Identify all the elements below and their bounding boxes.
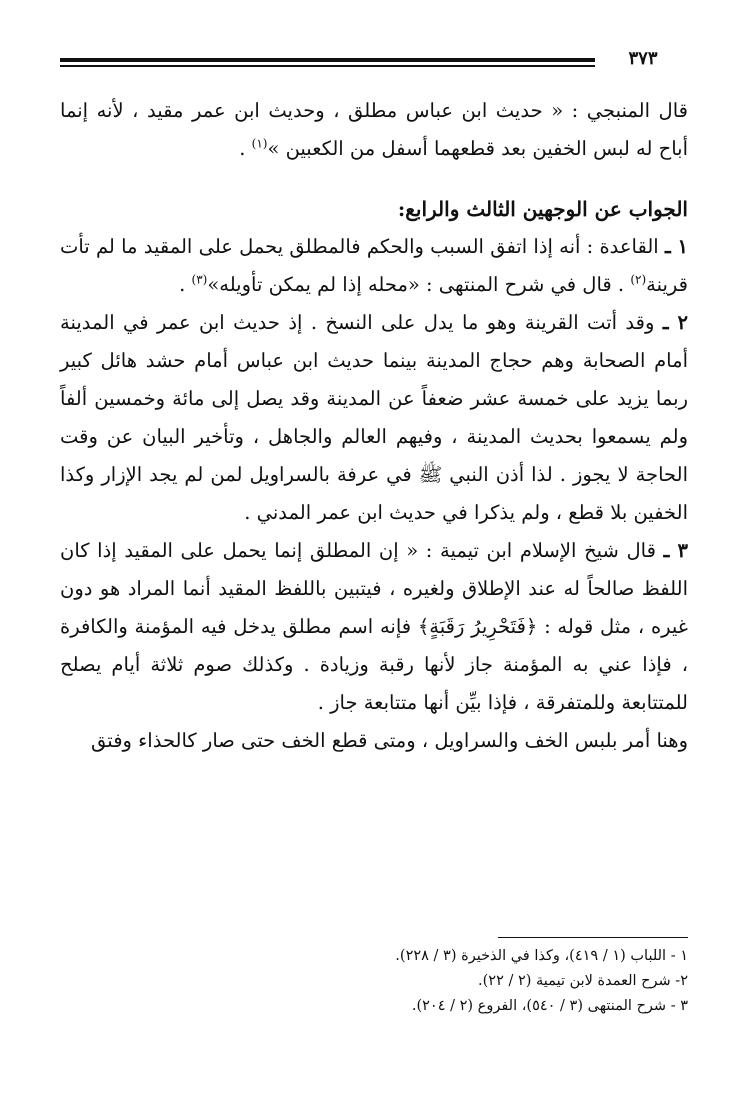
point-tail: . [179,273,192,296]
paragraph-tail: . [239,137,252,160]
point-number: ٣ ـ [663,539,688,562]
point-text: وقد أتت القرينة وهو ما يدل على النسخ . إذ حديث ابن عمر في المدينة أمام الصحابة وهم حجاج المدينة بينما حديث ابن عباس أمام حشد هائل كبير ربما يزيد على خمسة عشر ضعفاً عن المدينة وقد يصل إلى مائة وخمسين ألفاً ولم يسمعوا بحديث المدينة ، وفيهم العالم والجاهل ، وتأخير البيان عن وقت الحاجة لا يجوز . لذا أذن النبي ﷺ في عرفة بالسراويل لمن لم يجد الإزار وكذا الخفين بلا قطع ، ولم يذكرا في حديث ابن عمر المدني . [60,311,688,524]
point-text-continued: . قال في شرح المنتهى : «محله إذا لم يمكن تأويله» [207,273,631,296]
point-text: القاعدة : أنه إذا اتفق السبب والحكم فالمطلق يحمل على المقيد ما لم تأت قرينة [60,235,688,296]
point-2 [60,304,688,532]
page-number: ٣٧٣ [628,48,658,69]
point-3 [60,532,688,722]
paragraph-menbeji [60,92,688,168]
paragraph-text: قال المنبجي : « حديث ابن عباس مطلق ، وحديث ابن عمر مقيد ، لأنه إنما أباح له لبس الخفين بعد قطعهما أسفل من الكعبين » [60,99,688,160]
footnote-3: ٣ - شرح المنتهى (٣ / ٥٤٠)، الفروع (٢ / ٢٠٤). [411,998,688,1014]
closing-paragraph: وهنا أمر بلبس الخف والسراويل ، ومتى قطع الخف حتى صار كالحذاء وفتق [91,729,688,752]
page-header [60,48,688,72]
footnote-marker: (٢) [630,272,647,287]
footnote-marker: (١) [251,136,268,151]
main-text [60,92,688,760]
point-1 [60,228,688,304]
point-number: ٢ ـ [662,311,688,334]
header-rule-thick [60,58,595,62]
header-rule-thin [60,65,595,67]
point-number: ١ ـ [664,235,688,258]
footnote-1: ١ - اللباب (١ / ٤١٩)، وكذا في الذخيرة (٣ / ٢٢٨). [395,948,688,964]
footnote-2: ٢- شرح العمدة لابن تيمية (٢ / ٢٢). [478,973,688,989]
footnote-marker: (٣) [191,272,208,287]
point-text: قال شيخ الإسلام ابن تيمية : « إن المطلق إنما يحمل على المقيد إذا كان اللفظ صالحاً له عند الإطلاق ولغيره ، فيتبين باللفظ المقيد أنما المراد هو دون غيره ، مثل قوله : ﴿فَتَحْرِيرُ رَقَبَةٍ﴾ فإنه اسم مطلق يدخل فيه المؤمنة والكافرة ، فإذا عني به المؤمنة جاز لأنها رقبة وزيادة . وكذلك صوم ثلاثة أيام يصلح للمتتابعة وللمتفرقة ، فإذا بيِّن أنها متتابعة جاز . [60,539,688,714]
footnote-divider [498,937,688,938]
footnotes [88,944,688,1019]
section-heading: الجواب عن الوجهين الثالث والرابع: [397,197,688,221]
